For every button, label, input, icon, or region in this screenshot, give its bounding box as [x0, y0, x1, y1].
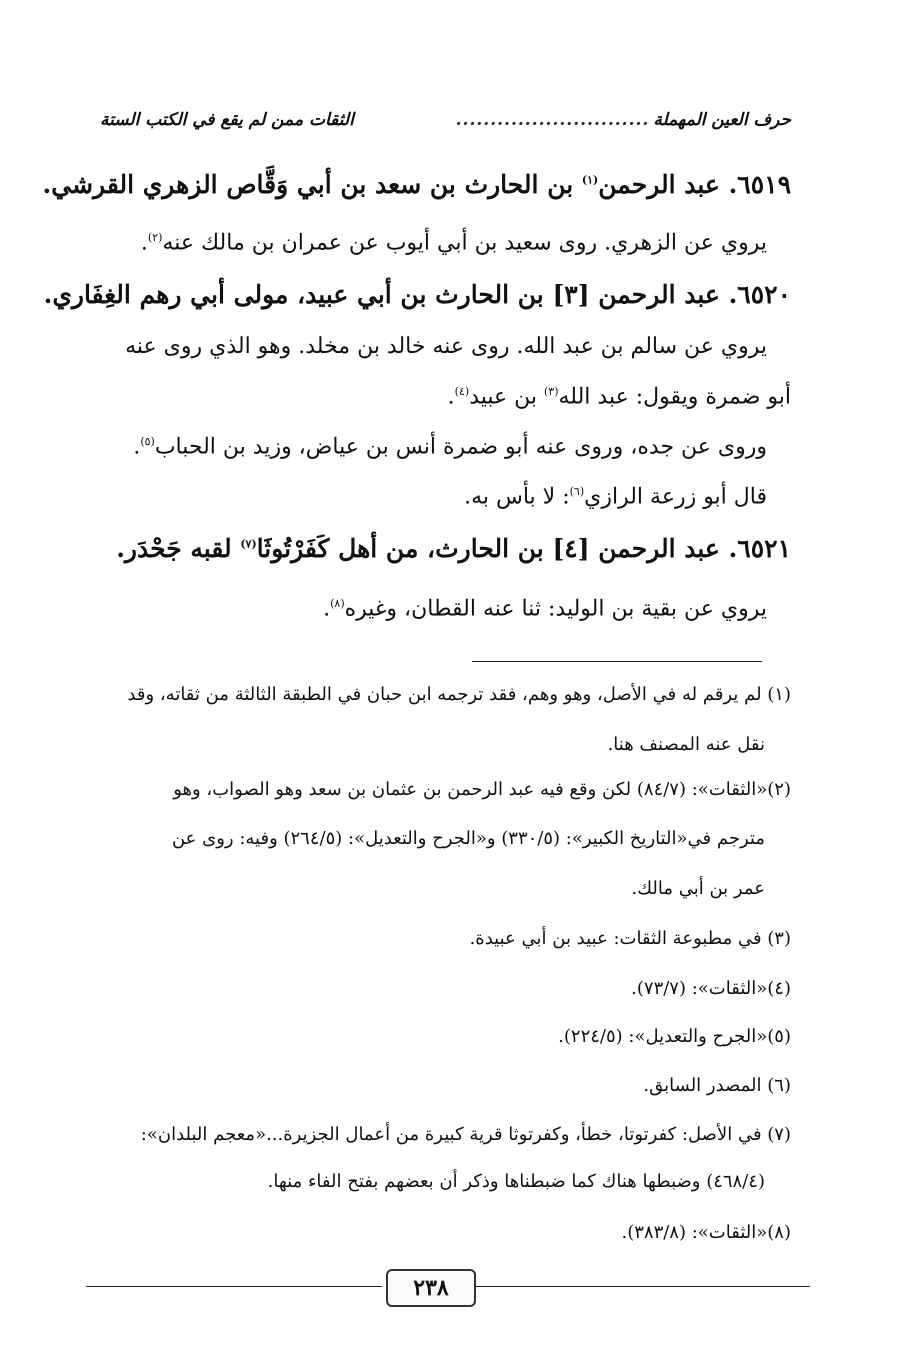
header-dots: ............................ [455, 112, 650, 129]
footnote-ref: (١) [581, 173, 599, 187]
footnote-ref: (٨) [330, 597, 345, 610]
footnote-2-cont: عمر بن أبي مالك. [631, 878, 765, 899]
body-line: وروى عن جده، وروى عنه أبو ضمرة أنس بن عياض، وزيد بن الحباب$^{(٥)}$. [133, 434, 767, 460]
page-footer [86, 1275, 810, 1301]
body-line: يروي عن بقية بن الوليد: ثنا عنه القطان، وغيره$^{(٨)}$. [323, 596, 767, 622]
footnote-5: (٥)«الجرح والتعديل»: (٢٢٤/٥). [558, 1026, 791, 1047]
body-line: أبو ضمرة ويقول: عبد الله$^{(٣)}$ بن عبيد$^{(٤)}$. [447, 384, 791, 410]
page-number: ٢٣٨ [386, 1269, 476, 1307]
footnote-6: (٦) المصدر السابق. [643, 1075, 791, 1096]
footnote-ref: (٦) [569, 485, 585, 498]
footnote-separator [472, 661, 762, 662]
entry-title-6521 [100, 536, 791, 561]
entry-name-rest: لقبه جَحْدَر. [116, 534, 241, 563]
footnote-ref: (٢) [147, 231, 163, 244]
header-book-title: الثقات ممن لم يقع في الكتب الستة [100, 110, 354, 130]
footnote-ref: (٣) [544, 385, 559, 398]
entry-title-6519 [42, 170, 791, 199]
footnote-4: (٤)«الثقات»: (٧٣/٧). [631, 978, 791, 999]
footnote-ref: (٤) [454, 385, 470, 398]
footnote-1-cont: نقل عنه المصنف هنا. [607, 734, 765, 755]
entry-number: ٦٥١٩. [728, 170, 791, 199]
entry-name-rest: بن الحارث بن سعد بن أبي وَقَّاص الزهري القرشي. [42, 170, 582, 199]
footnote-ref: (٧) [240, 537, 257, 551]
footnote-8: (٨)«الثقات»: (٣٨٣/٨). [621, 1222, 791, 1243]
entry-name: عبد الرحمن [٤] بن الحارث، من أهل كَفَرْتُوثَا [256, 534, 720, 563]
footnote-2: (٢)«الثقات»: (٨٤/٧) لكن وقع فيه عبد الرحمن بن عثمان بن سعد وهو الصواب، وهو [173, 779, 791, 800]
entry-number: ٦٥٢١. [728, 534, 791, 563]
footer-rule-right [475, 1286, 810, 1287]
running-header [100, 112, 791, 129]
entry-number: ٦٥٢٠. [728, 280, 791, 309]
header-chapter: حرف العين المهملة [653, 110, 791, 130]
footnote-7: (٧) في الأصل: كفرتوتا، خطأ، وكفرتوثا قرية كبيرة من أعمال الجزيرة...«معجم البلدان»: [140, 1124, 791, 1145]
entry-name: عبد الرحمن [٣] بن الحارث بن أبي عبيد، مولى أبي رهم الغِفَاري. [43, 280, 720, 309]
entry-title-6520 [43, 280, 791, 309]
footnote-ref: (٥) [140, 435, 155, 448]
footnote-1: (١) لم يرقم له في الأصل، وهو وهم، فقد ترجمه ابن حبان في الطبقة الثالثة من ثقاته، وقد [127, 684, 791, 705]
footer-rule-left [86, 1286, 382, 1287]
footnote-7-cont: (٤٦٨/٤) وضبطها هناك كما ضبطناها وذكر أن بعضهم بفتح الفاء منها. [267, 1171, 765, 1192]
body-line: يروي عن الزهري. روى سعيد بن أبي أيوب عن عمران بن مالك عنه$^{(٢)}$. [140, 230, 767, 256]
entry-name: عبد الرحمن [598, 170, 720, 199]
footnote-2-cont: مترجم في«التاريخ الكبير»: (٣٣٠/٥) و«الجرح والتعديل»: (٢٦٤/٥) وفيه: روى عن [171, 828, 765, 849]
body-line: قال أبو زرعة الرازي$^{(٦)}$: لا بأس به. [464, 484, 767, 510]
body-line: يروي عن سالم بن عبد الله. روى عنه خالد بن مخلد. وهو الذي روى عنه [125, 334, 767, 359]
footnote-3: (٣) في مطبوعة الثقات: عبيد بن أبي عبيدة. [469, 928, 791, 949]
